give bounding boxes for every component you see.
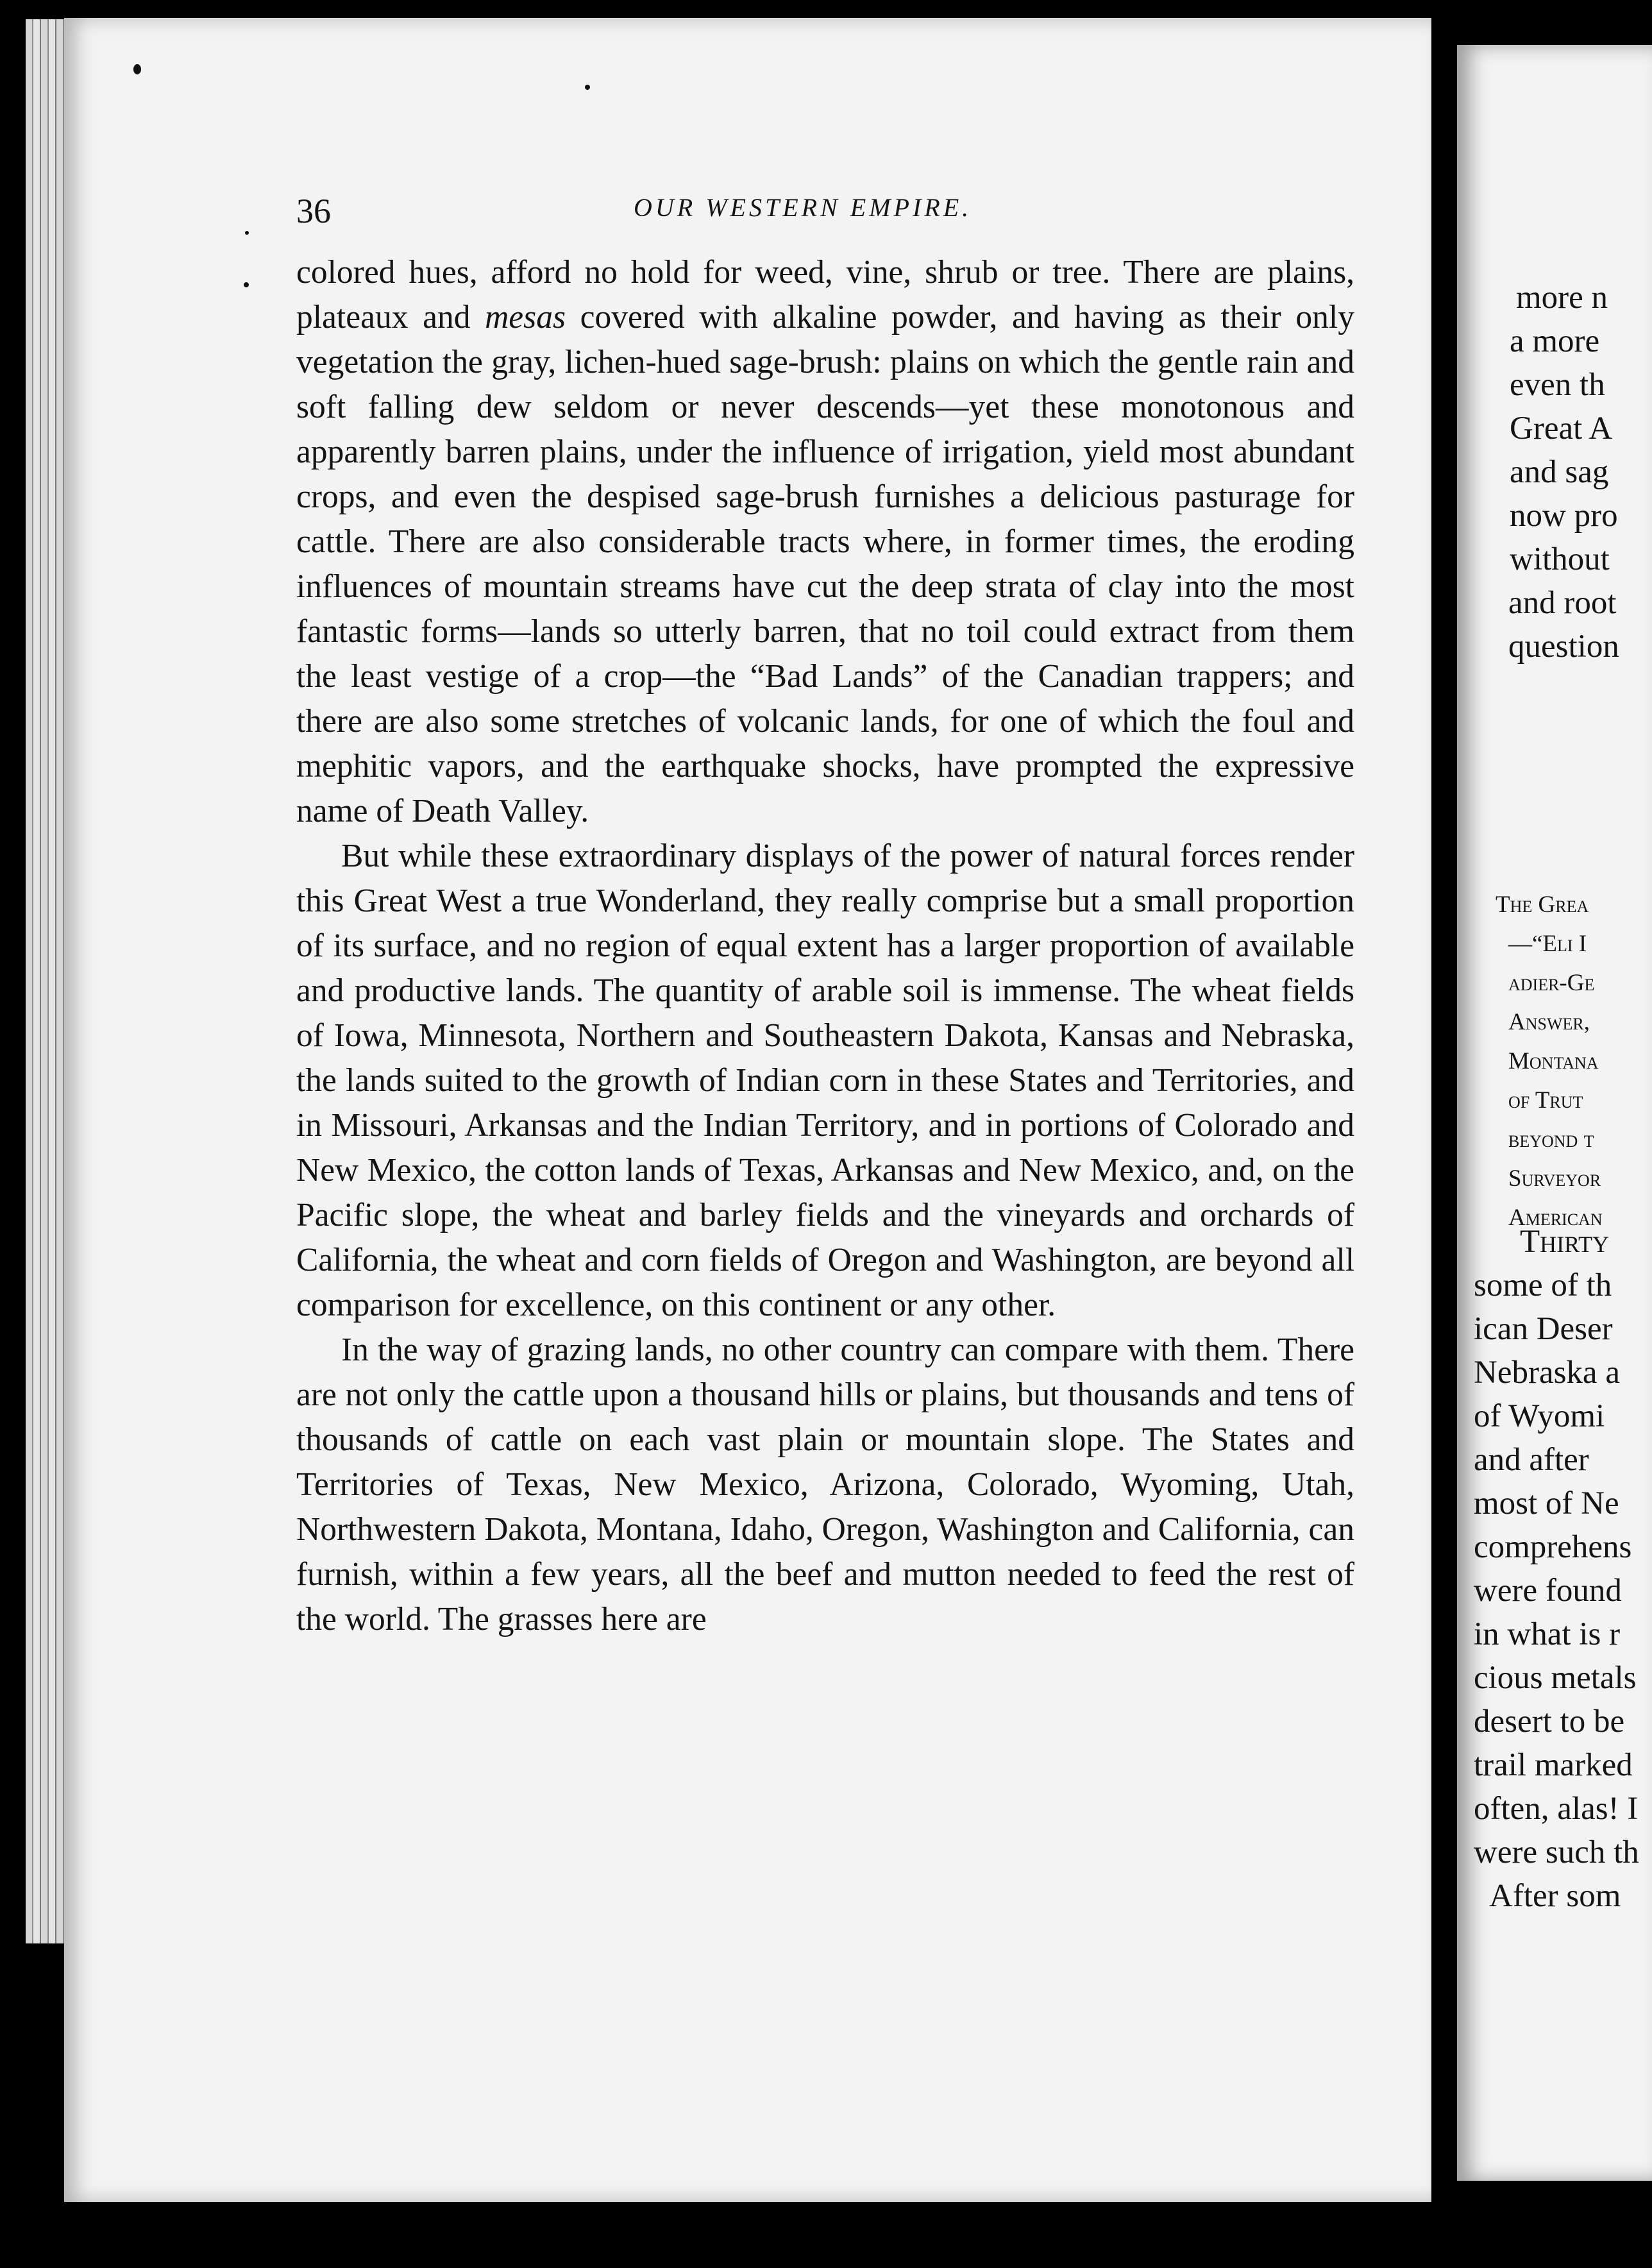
text-line: comprehens <box>1474 1529 1632 1565</box>
book-gutter <box>1431 0 1457 2268</box>
text-line: desert to be <box>1474 1704 1625 1739</box>
ink-speck <box>245 231 249 235</box>
text-line: Answer, <box>1508 1009 1590 1035</box>
text-line: Great A <box>1510 410 1613 446</box>
ink-speck <box>585 85 590 90</box>
text-line: Montana <box>1508 1048 1599 1074</box>
text-line: now pro <box>1510 498 1618 534</box>
text-line: Surveyor <box>1508 1165 1601 1192</box>
right-page-bottom-text <box>1474 1220 1652 1918</box>
text-line: often, alas! I <box>1474 1791 1639 1827</box>
running-head: OUR WESTERN EMPIRE. <box>634 193 972 222</box>
text-line: in what is r <box>1474 1616 1621 1652</box>
ink-speck <box>133 64 141 74</box>
text-line: The Grea <box>1496 892 1589 918</box>
text-line: of Trut <box>1508 1087 1583 1113</box>
paragraph-1: colored hues, afford no hold for weed, vine, shrub or tree. There are plains, plateaux and mesas covered with alkaline powder, and having as their only vegetation the gray, lichen-hued sage-brush: plains on which the gentle rain and soft falling dew seldom or never descends—yet these monotonous and apparently barren plains, under the influence of irrigation, yield most abundant crops, and even the despised sage-brush furnishes a delicious pasturage for cattle. There are also considerable tracts where, in former times, the eroding influences of mountain streams have cut the deep strata of clay into the most fantastic forms—lands so utterly barren, that no toil could extract from them the least vestige of a crop—the “Bad Lands” of the Canadian trappers; and there are also some stretches of volcanic lands, for one of which the foul and mephitic vapors, and the earthquake shocks, have prompted the expressive name of Death Valley. <box>296 254 1354 829</box>
paragraph-2: But while these extraordinary displays of the power of natural forces render this Great West a true Wonderland, they really comprise but a small proportion of its surface, and no region of equal extent has a larger proportion of available and productive lands. The quantity of arable soil is immense. The wheat fields of Iowa, Minnesota, Northern and Southeastern Dakota, Kansas and Nebraska, the lands suited to the growth of Indian corn in these States and Territories, and in Missouri, Arkansas and the Indian Territory, and in portions of Colorado and New Mexico, the cotton lands of Texas, Arkansas and New Mexico, and, on the Pacific slope, the wheat and barley fields and the vineyards and orchards of California, the wheat and corn fields of Oregon and Washington, are beyond all comparison for excellence, on this continent or any other. <box>296 838 1354 1323</box>
text-line: cious metals <box>1474 1660 1637 1696</box>
chapter-synopsis <box>1496 885 1603 1237</box>
text-line: American <box>1508 1205 1603 1231</box>
text-line: most of Ne <box>1474 1485 1619 1521</box>
text-line: ican Deser <box>1474 1311 1613 1347</box>
text-line: were such th <box>1474 1834 1639 1870</box>
text-line: beyond t <box>1508 1126 1594 1153</box>
right-page-top-text <box>1508 276 1652 668</box>
text-line: some of th <box>1474 1267 1612 1303</box>
text-line: and sag <box>1510 454 1609 490</box>
text-line: and root <box>1508 585 1617 621</box>
page-number: 36 <box>296 192 331 230</box>
text-line: of Wyomi <box>1474 1398 1605 1434</box>
text-line: question <box>1508 629 1619 664</box>
text-line: adier-Ge <box>1508 970 1595 996</box>
text-line: Thirty <box>1520 1224 1609 1260</box>
text-line: even th <box>1510 367 1605 403</box>
text-line: without <box>1510 541 1610 577</box>
text-line: Nebraska a <box>1474 1355 1620 1391</box>
right-page <box>1457 45 1652 2181</box>
text-line: —“Eli I <box>1508 931 1587 957</box>
ink-speck <box>244 282 249 287</box>
text-line: and after <box>1474 1442 1589 1478</box>
text-line: a more <box>1510 323 1600 359</box>
paragraph-3: In the way of grazing lands, no other country can compare with them. There are not only the cattle upon a thousand hills or plains, but thousands and tens of thousands of cattle on each vast plain or mountain slope. The States and Territories of Texas, New Mexico, Arizona, Colorado, Wyoming, Utah, Northwestern Dakota, Montana, Idaho, Oregon, Washington and California, can furnish, within a few years, all the beef and mutton needed to feed the rest of the world. The grasses here are <box>296 1332 1354 1638</box>
text-line: were found <box>1474 1573 1622 1609</box>
text-line: more n <box>1516 280 1608 316</box>
text-line: trail marked <box>1474 1747 1633 1783</box>
text-line: After som <box>1489 1878 1621 1914</box>
left-page-body <box>296 250 1354 1642</box>
